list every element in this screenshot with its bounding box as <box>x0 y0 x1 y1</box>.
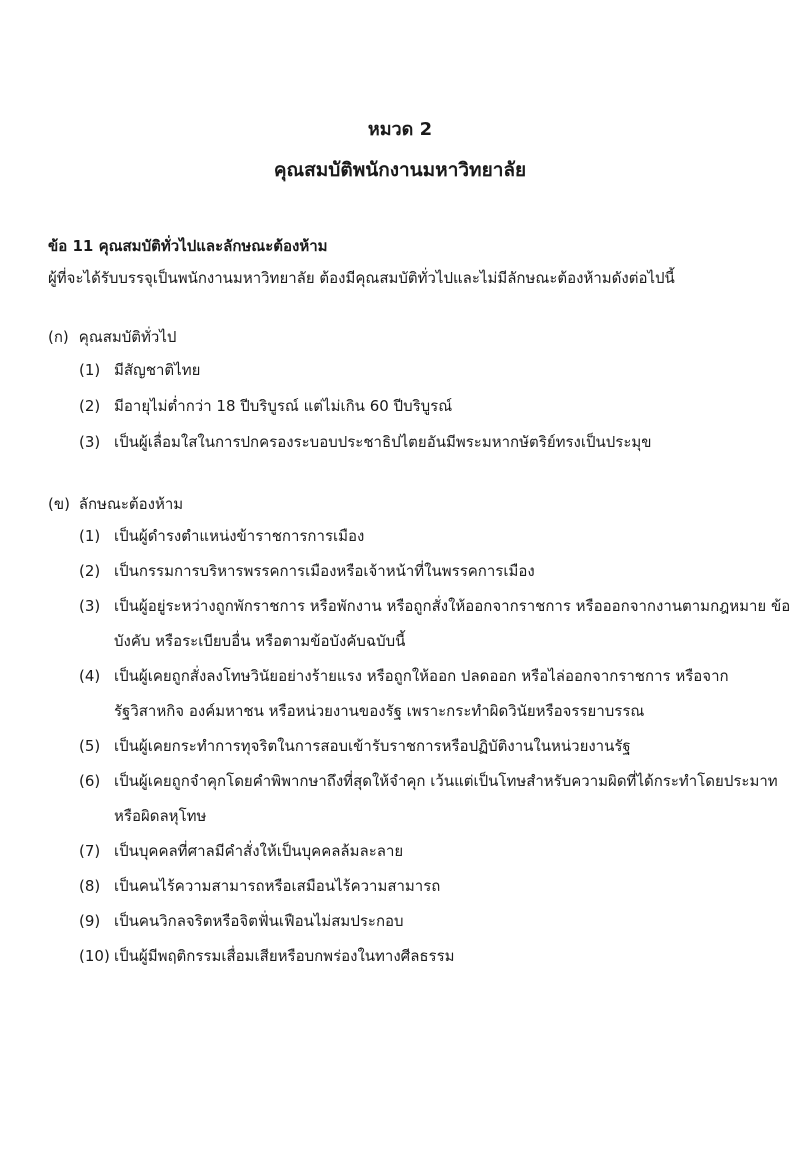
chapter-title: คุณสมบัติพนักงานมหาวิทยาลัย <box>273 159 527 181</box>
list-item <box>48 939 793 974</box>
item-text: เป็นผู้อยู่ระหว่างถูกพักราชการ หรือพักงาน หรือถูกสั่งให้ออกจากราชการ หรือออกจากงานตามกฎหมาย ข้อบังคับ หรือระเบียบอื่น หรือตามข้อบังคับฉบับนี้ <box>114 597 791 650</box>
chapter-heading: หมวด 2 <box>367 119 433 140</box>
list-item <box>48 869 793 904</box>
item-number: (4) <box>79 667 101 685</box>
item-number: (10) <box>79 947 110 965</box>
item-text: เป็นผู้มีพฤติกรรมเสื่อมเสียหรือบกพร่องในทางศีลธรรม <box>114 947 455 965</box>
group-heading <box>48 322 793 352</box>
list-item <box>48 352 793 388</box>
item-text: เป็นผู้เคยกระทำการทุจริตในการสอบเข้ารับราชการหรือปฏิบัติงานในหน่วยงานรัฐ <box>114 737 631 755</box>
list-item <box>48 519 793 554</box>
item-number: (7) <box>79 842 101 860</box>
item-text: มีอายุไม่ต่ำกว่า 18 ปีบริบูรณ์ แต่ไม่เกิน 60 ปีบริบูรณ์ <box>114 397 453 415</box>
item-text: เป็นผู้เคยถูกจำคุกโดยคำพิพากษาถึงที่สุดให้จำคุก เว้นแต่เป็นโทษสำหรับความผิดที่ได้กระทำโดยประมาทหรือผิดลหุโทษ <box>114 772 778 825</box>
group-heading <box>48 489 793 519</box>
item-number: (3) <box>79 597 101 615</box>
group-label: ลักษณะต้องห้าม <box>78 495 184 513</box>
list-item <box>48 904 793 939</box>
list-item <box>48 834 793 869</box>
item-text: เป็นคนไร้ความสามารถหรือเสมือนไร้ความสามารถ <box>114 877 441 895</box>
item-text: เป็นผู้เคยถูกสั่งลงโทษวินัยอย่างร้ายแรง หรือถูกให้ออก ปลดออก หรือไล่ออกจากราชการ หรือจากรัฐวิสาหกิจ องค์มหาชน หรือหน่วยงานของรัฐ เพราะกระทำผิดวินัยหรือจรรยาบรรณ <box>114 667 729 720</box>
section-intro: ผู้ที่จะได้รับบรรจุเป็นพนักงานมหาวิทยาลัย ต้องมีคุณสมบัติทั่วไปและไม่มีลักษณะต้องห้ามดังต่อไปนี้ <box>48 269 675 287</box>
item-number: (2) <box>79 562 101 580</box>
item-number: (9) <box>79 912 101 930</box>
list-item <box>48 424 793 460</box>
item-text: เป็นคนวิกลจริตหรือจิตฟั่นเฟือนไม่สมประกอบ <box>114 912 404 930</box>
item-text: มีสัญชาติไทย <box>114 361 201 379</box>
item-text: เป็นผู้ดำรงตำแหน่งข้าราชการการเมือง <box>114 527 365 545</box>
group-general-qualifications <box>48 322 793 460</box>
list-item <box>48 659 793 729</box>
group-mark: (ก) <box>48 328 69 346</box>
list-item <box>48 729 793 764</box>
item-text: เป็นบุคคลที่ศาลมีคำสั่งให้เป็นบุคคลล้มละลาย <box>114 842 404 860</box>
group-label: คุณสมบัติทั่วไป <box>78 328 177 346</box>
group-mark: (ข) <box>48 495 70 513</box>
item-number: (2) <box>79 397 101 415</box>
item-number: (3) <box>79 433 101 451</box>
group-prohibited-characteristics <box>48 489 793 974</box>
list-item <box>48 388 793 424</box>
item-number: (1) <box>79 527 101 545</box>
item-number: (1) <box>79 361 101 379</box>
list-item <box>48 554 793 589</box>
item-text: เป็นกรรมการบริหารพรรคการเมืองหรือเจ้าหน้าที่ในพรรคการเมือง <box>114 562 535 580</box>
item-number: (5) <box>79 737 101 755</box>
list-item <box>48 589 793 659</box>
section-title: ข้อ 11 คุณสมบัติทั่วไปและลักษณะต้องห้าม <box>48 237 328 255</box>
item-number: (8) <box>79 877 101 895</box>
list-item <box>48 764 793 834</box>
item-text: เป็นผู้เลื่อมใสในการปกครองระบอบประชาธิปไตยอันมีพระมหากษัตริย์ทรงเป็นประมุข <box>114 433 652 451</box>
item-number: (6) <box>79 772 101 790</box>
